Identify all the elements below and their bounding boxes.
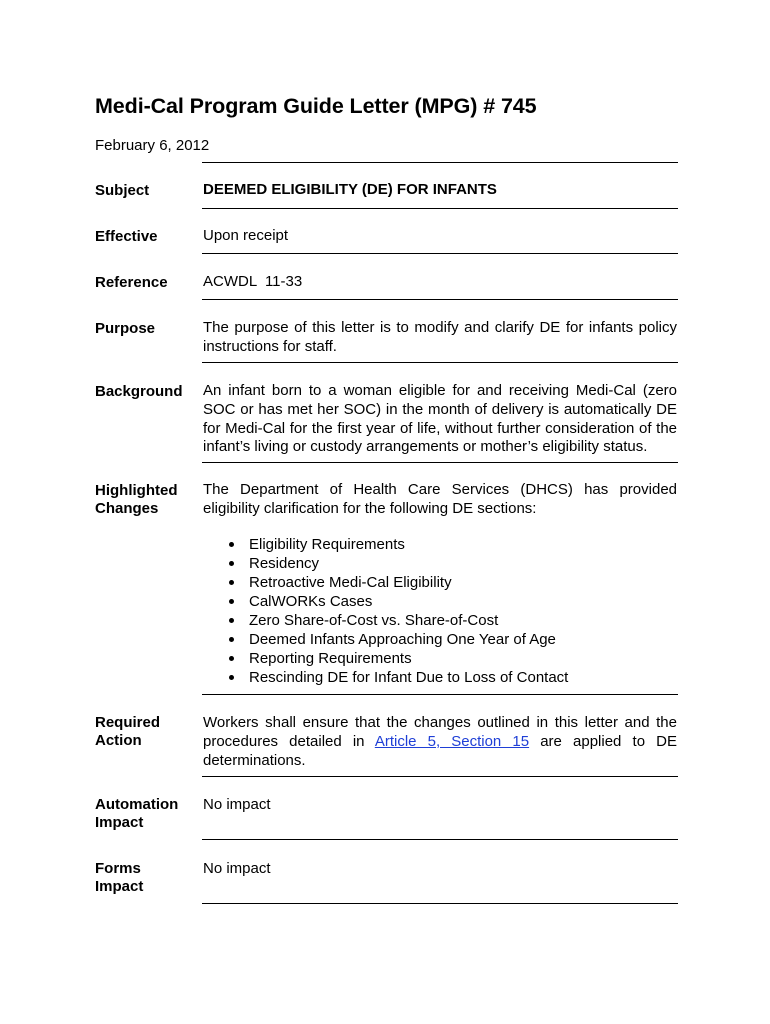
list-item [203, 535, 677, 554]
highlighted-changes-list [203, 535, 677, 687]
highlighted-changes-label-line2: Changes [95, 500, 159, 517]
list-item-text: Deemed Infants Approaching One Year of Age [249, 631, 556, 648]
divider [202, 694, 678, 695]
divider [202, 839, 678, 840]
automation-impact-value: No impact [203, 796, 271, 813]
background-label: Background [95, 383, 183, 400]
automation-impact-label-line2: Impact [95, 814, 144, 831]
forms-impact-value: No impact [203, 860, 271, 877]
bullet-icon [229, 580, 234, 585]
effective-label: Effective [95, 228, 158, 245]
list-item [203, 611, 677, 630]
divider [202, 362, 678, 363]
list-item [203, 668, 677, 687]
divider [202, 208, 678, 209]
forms-impact-label [95, 860, 195, 896]
purpose-value: The purpose of this letter is to modify and clarify DE for infants policy instructions for staff. [203, 319, 677, 355]
list-item-text: Eligibility Requirements [249, 536, 405, 553]
bullet-icon [229, 561, 234, 566]
automation-impact-label-line1: Automation [95, 796, 179, 813]
bullet-icon [229, 637, 234, 642]
list-item-text: CalWORKs Cases [249, 593, 373, 610]
background-value: An infant born to a woman eligible for and receiving Medi-Cal (zero SOC or has met her SOC) in the month of delivery is automatically DE for Medi-Cal for the first year of life, without further consideration of the infant’s living or custody arrangements or mother’s eligibility status. [203, 382, 677, 456]
list-item [203, 630, 677, 649]
automation-impact-label [95, 796, 195, 832]
document-title: Medi-Cal Program Guide Letter (MPG) # 745 [95, 94, 537, 118]
list-item-text: Rescinding DE for Infant Due to Loss of Contact [249, 669, 569, 686]
bullet-icon [229, 675, 234, 680]
list-item-text: Retroactive Medi-Cal Eligibility [249, 574, 452, 591]
divider [202, 462, 678, 463]
bullet-icon [229, 656, 234, 661]
bullet-icon [229, 618, 234, 623]
highlighted-changes-label-line1: Highlighted [95, 482, 178, 499]
required-action-value [203, 714, 677, 770]
forms-impact-label-line2: Impact [95, 878, 144, 895]
required-action-label-line2: Action [95, 732, 142, 749]
required-action-text-end: are applied to DE determinations. [203, 732, 677, 769]
subject-label: Subject [95, 182, 150, 199]
divider [202, 162, 678, 163]
required-action-text: Workers shall ensure that the changes outlined in this letter and the procedures detailed in [203, 714, 677, 750]
highlighted-changes-value: The Department of Health Care Services (DHCS) has provided eligibility clarification for the following DE sections: [203, 481, 677, 517]
reference-label: Reference [95, 274, 168, 291]
list-item-text: Residency [249, 555, 320, 572]
list-item [203, 649, 677, 668]
effective-value: Upon receipt [203, 227, 289, 244]
reference-value: ACWDL 11-33 [203, 273, 303, 290]
divider [202, 903, 678, 904]
list-item [203, 592, 677, 611]
list-item-text: Zero Share-of-Cost vs. Share-of-Cost [249, 612, 499, 629]
document-date: February 6, 2012 [95, 137, 210, 154]
highlighted-changes-label [95, 482, 195, 518]
forms-impact-label-line1: Forms [95, 860, 141, 877]
divider [202, 253, 678, 254]
list-item-text: Reporting Requirements [249, 650, 412, 667]
required-action-label [95, 714, 195, 750]
required-action-label-line1: Required [95, 714, 161, 731]
bullet-icon [229, 599, 234, 604]
article-5-section-15-link[interactable]: Article 5, Section 15 [374, 732, 530, 750]
divider [202, 776, 678, 777]
list-item [203, 573, 677, 592]
list-item [203, 554, 677, 573]
purpose-label: Purpose [95, 320, 156, 337]
divider [202, 299, 678, 300]
subject-value: DEEMED ELIGIBILITY (DE) FOR INFANTS [203, 181, 497, 198]
bullet-icon [229, 542, 234, 547]
